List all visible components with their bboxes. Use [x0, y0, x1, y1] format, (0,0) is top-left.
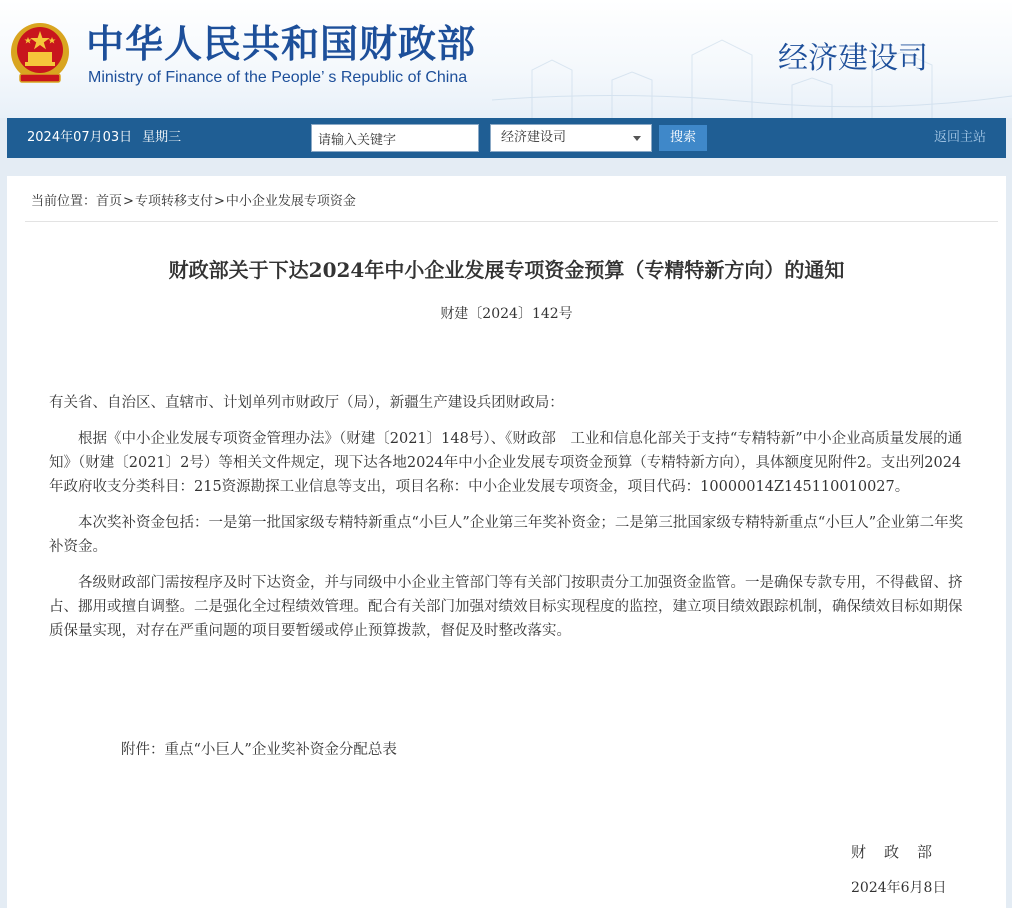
signature-department: 财政部 [851, 843, 951, 861]
site-subtitle: Ministry of Finance of the People’ s Republic of China [88, 69, 468, 86]
date-text: 2024年07月03日 [27, 130, 133, 145]
search-button[interactable]: 搜索 [659, 125, 707, 151]
site-header [0, 0, 1012, 118]
top-navbar [7, 118, 1006, 158]
breadcrumb [31, 192, 356, 212]
content-panel [7, 176, 1006, 908]
search-scope-value: 经济建设司 [501, 130, 567, 145]
search-input[interactable] [311, 124, 479, 152]
breadcrumb-divider [25, 221, 998, 222]
document-paragraph: 本次奖补资金包括：一是第一批国家级专精特新重点“小巨人”企业第三年奖补资金；二是第三批国家级专精特新重点“小巨人”企业第二年奖补资金。 [49, 515, 964, 555]
document-paragraph: 各级财政部门需按程序及时下达资金，并与同级中小企业主管部门等有关部门按职责分工加强资金监管。一是确保专款专用，不得截留、挤占、挪用或擅自调整。二是强化全过程绩效管理。配合有关部门加强对绩效目标实现程度的监控，建立项目绩效跟踪机制，确保绩效目标如期保质保量实现，对存在严重问题的项目要暂缓或停止预算拨款，督促及时整改落实。 [49, 575, 963, 639]
document-paragraph: 根据《中小企业发展专项资金管理办法》（财建〔2021〕148号）、《财政部 工业和信息化部关于支持“专精特新”中小企业高质量发展的通知》（财建〔2021〕2号）等相关文件规定，现下达各地2024年中小企业发展专项资金预算（专精特新方向），具体额度见附件2。支出列2024年政府收支分类科目：215资源勘探工业信息等支出，项目名称：中小企业发展专项资金，项目代码：10000014Z145110010027。 [49, 431, 963, 495]
breadcrumb-separator: > [123, 194, 134, 209]
chevron-down-icon [633, 136, 641, 141]
breadcrumb-item-home[interactable]: 首页 [96, 194, 123, 209]
breadcrumb-separator: > [213, 194, 225, 209]
breadcrumb-item-special-transfer[interactable]: 专项转移支付 [134, 194, 213, 209]
weekday-text: 星期三 [142, 130, 182, 145]
attachment-link[interactable]: 附件：重点“小巨人”企业奖补资金分配总表 [121, 742, 397, 758]
header-watermark-image [492, 0, 1012, 118]
signature-date: 2024年6月8日 [851, 880, 947, 896]
breadcrumb-label: 当前位置： [31, 194, 97, 209]
department-name: 经济建设司 [778, 41, 928, 76]
national-emblem-icon[interactable] [8, 20, 72, 88]
document-title: 财政部关于下达2024年中小企业发展专项资金预算（专精特新方向）的通知 [168, 258, 845, 282]
site-title[interactable]: 中华人民共和国财政部 [86, 22, 477, 66]
search-scope-select[interactable] [490, 124, 652, 152]
breadcrumb-item-sme-fund[interactable]: 中小企业发展专项资金 [225, 194, 356, 209]
document-number: 财建〔2024〕142号 [440, 306, 573, 322]
current-date [27, 118, 181, 158]
document-body [49, 391, 965, 655]
document-salutation: 有关省、自治区、直辖市、计划单列市财政厅（局），新疆生产建设兵团财政局： [49, 395, 564, 411]
back-to-main-site-link[interactable]: 返回主站 [933, 130, 986, 145]
